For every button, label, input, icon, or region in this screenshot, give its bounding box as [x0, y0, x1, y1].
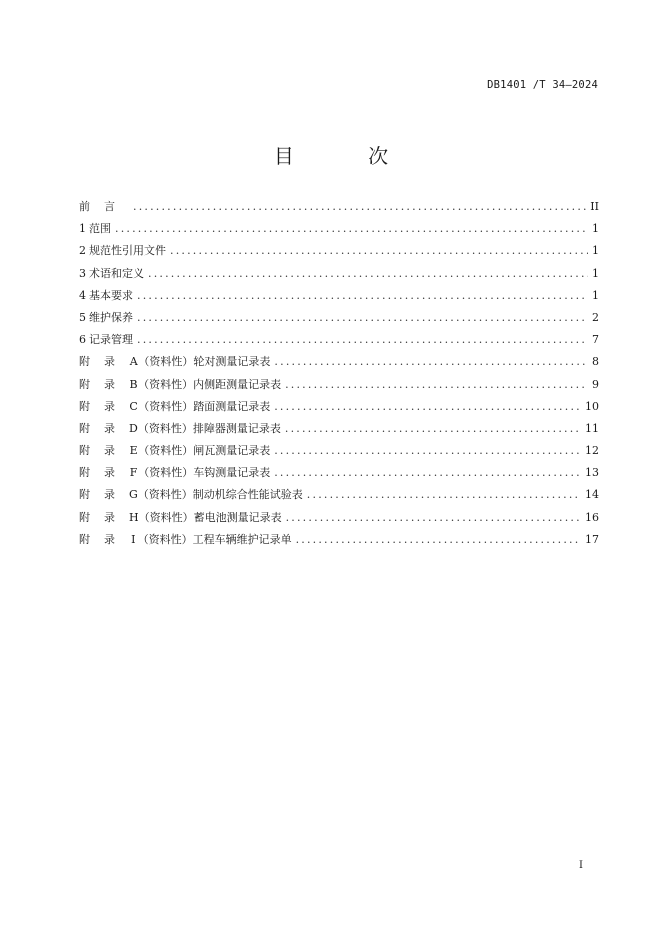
toc-page-number: 2	[592, 310, 599, 324]
section-number: 4	[79, 288, 86, 302]
section-title: 记录管理	[89, 333, 133, 347]
appendix-kind: （资料性）	[138, 399, 194, 413]
appendix-prefix: 附 录	[79, 466, 115, 480]
toc-entry-appendix[interactable]	[79, 398, 599, 420]
toc-entry-appendix[interactable]	[79, 353, 599, 375]
appendix-letter: E	[129, 444, 138, 458]
dot-leader	[285, 378, 588, 391]
appendix-prefix: 附 录	[79, 421, 115, 435]
section-title: 维护保养	[89, 310, 133, 324]
appendix-prefix: 附 录	[79, 532, 115, 546]
appendix-letter: D	[129, 421, 138, 435]
appendix-letter: C	[129, 399, 138, 413]
appendix-letter: B	[129, 377, 138, 391]
toc-page-number: 1	[592, 244, 599, 258]
dot-leader	[286, 511, 581, 524]
appendix-prefix: 附 录	[79, 510, 115, 524]
appendix-kind: （资料性）	[138, 377, 194, 391]
appendix-letter: H	[129, 510, 139, 524]
appendix-title: 制动机综合性能试验表	[192, 488, 303, 502]
section-number: 5	[79, 310, 86, 324]
toc-page-number: II	[590, 200, 599, 213]
toc-page-number: 1	[592, 288, 599, 302]
section-title: 术语和定义	[89, 266, 144, 280]
toc-entry-foreword[interactable]	[79, 198, 599, 220]
toc-entry-section[interactable]	[79, 220, 599, 242]
dot-leader	[274, 444, 581, 457]
appendix-kind: （资料性）	[137, 421, 193, 435]
section-number: 6	[79, 333, 86, 347]
toc-entry-appendix[interactable]	[79, 464, 599, 486]
page-number: I	[579, 860, 583, 871]
appendix-title: 内侧距测量记录表	[193, 377, 282, 391]
toc-page-number: 8	[592, 355, 599, 369]
toc-page-number: 7	[592, 333, 599, 347]
toc-entry-appendix[interactable]	[79, 420, 599, 442]
dot-leader	[115, 222, 588, 235]
dot-leader	[133, 200, 586, 213]
appendix-title: 轮对测量记录表	[193, 355, 271, 369]
foreword-title: 前 言	[79, 200, 115, 213]
appendix-prefix: 附 录	[79, 355, 115, 369]
section-number: 3	[79, 266, 86, 280]
appendix-title: 车钩测量记录表	[193, 466, 271, 480]
appendix-title: 排障器测量记录表	[192, 421, 281, 435]
dot-leader	[170, 244, 588, 257]
toc-entry-section[interactable]	[79, 309, 599, 331]
appendix-title: 工程车辆维护记录单	[192, 532, 292, 546]
appendix-title: 踏面测量记录表	[193, 399, 271, 413]
appendix-letter: A	[129, 355, 138, 369]
toc-entry-section[interactable]	[79, 331, 599, 353]
section-title: 基本要求	[89, 288, 133, 302]
toc-entry-section[interactable]	[79, 265, 599, 287]
toc-entry-appendix[interactable]	[79, 531, 599, 553]
appendix-kind: （资料性）	[137, 488, 193, 502]
appendix-kind: （资料性）	[138, 444, 194, 458]
toc-page-number: 1	[592, 222, 599, 236]
appendix-prefix: 附 录	[79, 399, 115, 413]
dot-leader	[274, 466, 581, 479]
dot-leader	[137, 311, 588, 324]
dot-leader	[274, 400, 581, 413]
dot-leader	[296, 533, 581, 546]
dot-leader	[137, 333, 588, 346]
toc-page-number: 14	[585, 488, 599, 502]
dot-leader	[148, 267, 588, 280]
section-number: 1	[79, 222, 86, 236]
table-of-contents	[79, 198, 599, 553]
appendix-letter: G	[129, 488, 138, 502]
toc-page-number: 9	[592, 377, 599, 391]
toc-page-number: 17	[585, 532, 599, 546]
toc-page-number: 1	[592, 266, 599, 280]
dot-leader	[137, 289, 588, 302]
toc-entry-appendix[interactable]	[79, 509, 599, 531]
appendix-kind: （资料性）	[138, 510, 194, 524]
appendix-prefix: 附 录	[79, 377, 115, 391]
toc-page-number: 10	[585, 399, 599, 413]
toc-page-number: 13	[585, 466, 599, 480]
section-title: 规范性引用文件	[89, 244, 166, 258]
standard-code: DB1401 /T 34—2024	[487, 79, 598, 91]
toc-entry-appendix[interactable]	[79, 486, 599, 508]
appendix-letter: F	[129, 466, 138, 480]
toc-entry-appendix[interactable]	[79, 376, 599, 398]
appendix-title: 蓄电池测量记录表	[193, 510, 282, 524]
appendix-letter: I	[131, 532, 136, 546]
toc-title: 目 次	[273, 144, 423, 168]
dot-leader	[285, 422, 581, 435]
section-title: 范围	[89, 222, 111, 236]
appendix-prefix: 附 录	[79, 444, 115, 458]
appendix-kind: （资料性）	[137, 532, 193, 546]
appendix-title: 闸瓦测量记录表	[193, 444, 271, 458]
toc-entry-appendix[interactable]	[79, 442, 599, 464]
toc-page-number: 11	[585, 421, 599, 435]
appendix-prefix: 附 录	[79, 488, 115, 502]
toc-entry-section[interactable]	[79, 242, 599, 264]
toc-page-number: 16	[585, 510, 599, 524]
appendix-kind: （资料性）	[138, 466, 194, 480]
section-number: 2	[79, 244, 86, 258]
dot-leader	[307, 488, 581, 501]
appendix-kind: （资料性）	[138, 355, 194, 369]
toc-entry-section[interactable]	[79, 287, 599, 309]
toc-page-number: 12	[585, 444, 599, 458]
dot-leader	[274, 355, 588, 368]
